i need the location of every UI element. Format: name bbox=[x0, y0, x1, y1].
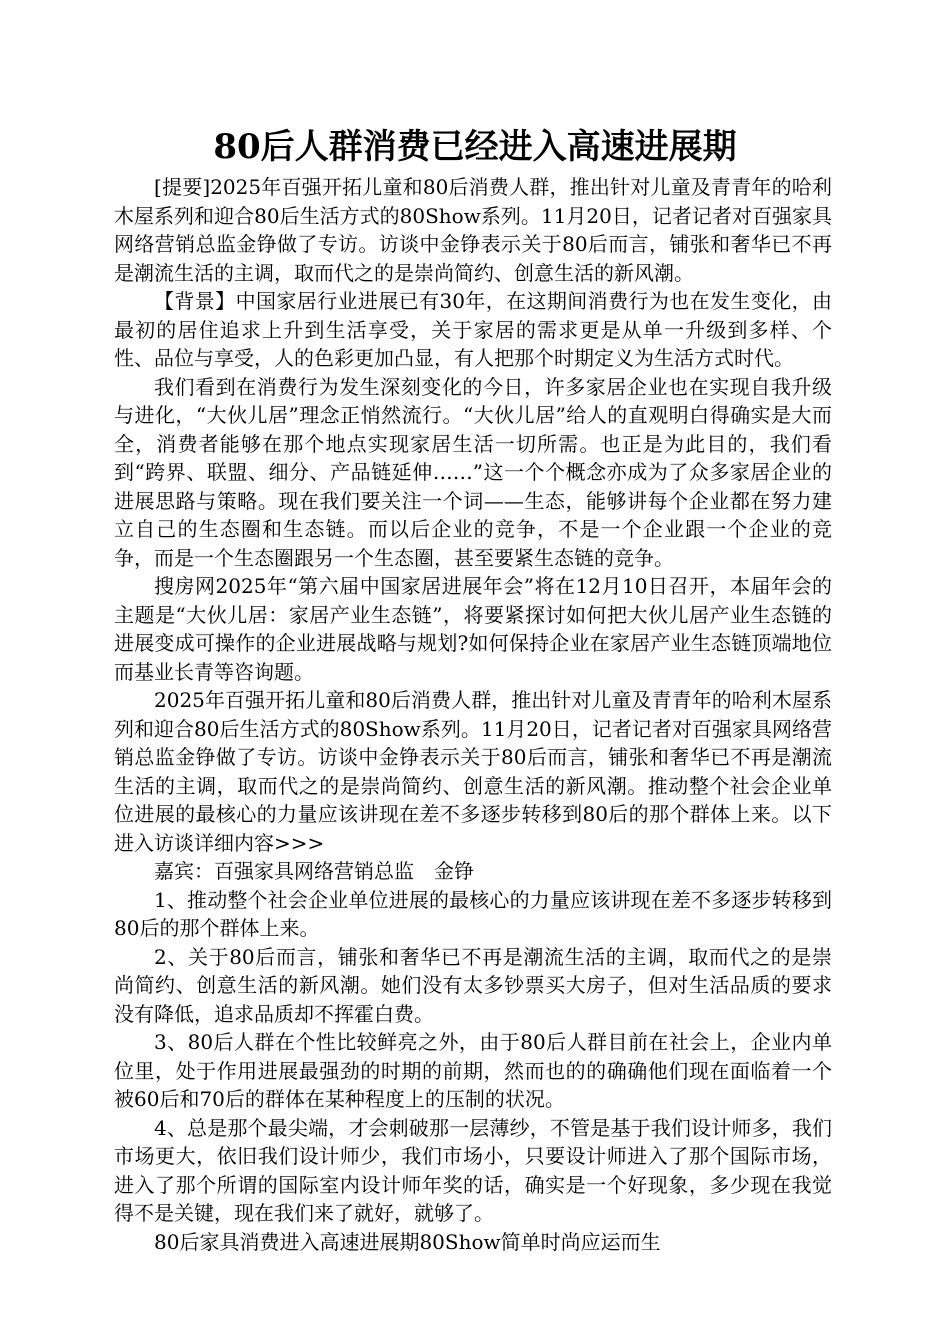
paragraph-background: 【背景】中国家居行业进展已有30年，在这期间消费行为也在发生变化，由最初的居住追求上升到生活享受，关于家居的需求更是从单一升级到多样、个性、品位与享受，人的色彩更加凸显，有人把那个时期定义为生活方式时代。 bbox=[114, 289, 832, 370]
paragraph-point-3: 3、80后人群在个性比较鲜亮之外，由于80后人群目前在社会上，企业内单位里，处于作用进展最强劲的时期的前期，然而也的的确确他们现在面临着一个被60后和70后的群体在某种程度上的压制的状况。 bbox=[114, 1030, 832, 1111]
paragraph-summary: [提要]2025年百强开拓儿童和80后消费人群，推出针对儿童及青青年的哈利木屋系列和迎合80后生活方式的80Show系列。11月20日，记者记者对百强家具网络营销总监金铮做了专访。访谈中金铮表示关于80后而言，铺张和奢华已不再是潮流生活的主调，取而代之的是崇尚简约、创意生活的新风潮。 bbox=[114, 175, 832, 285]
paragraph-point-1: 1、推动整个社会企业单位进展的最核心的力量应该讲现在差不多逐步转移到80后的那个群体上来。 bbox=[114, 887, 832, 940]
document-title: 80后人群消费已经进入高速进展期 bbox=[213, 127, 737, 167]
paragraph-closing: 80后家具消费进入高速进展期80Show简单时尚应运而生 bbox=[154, 1229, 661, 1254]
document-body bbox=[114, 173, 832, 1256]
paragraph-conference: 搜房网2025年“第六届中国家居进展年会”将在12月10日召开，本届年会的主题是“大伙儿居：家居产业生态链”，将要紧探讨如何把大伙儿居产业生态链的进展变成可操作的企业进展战略与规划?如何保持企业在家居产业生态链顶端地位而基业长青等咨询题。 bbox=[114, 574, 832, 684]
paragraph-ecosystem: 我们看到在消费行为发生深刻变化的今日，许多家居企业也在实现自我升级与进化，“大伙儿居”理念正悄然流行。“大伙儿居”给人的直观明白得确实是大而全，消费者能够在那个地点实现家居生活一切所需。也正是为此目的，我们看到“跨界、联盟、细分、产品链延伸……”这一个个概念亦成为了众多家居企业的进展思路与策略。现在我们要关注一个词——生态，能够讲每个企业都在努力建立自己的生态圈和生态链。而以后企业的竞争，不是一个企业跟一个企业的竞争，而是一个生态圈跟另一个生态圈，甚至要紧生态链的竞争。 bbox=[114, 374, 832, 570]
paragraph-point-4: 4、总是那个最尖端，才会刺破那一层薄纱，不管是基于我们设计师多，我们市场更大，依旧我们设计师少，我们市场小，只要设计师进入了那个国际市场，进入了那个所谓的国际室内设计师年奖的话，确实是一个好现象，多少现在我觉得不是关键，现在我们来了就好，就够了。 bbox=[114, 1115, 832, 1225]
paragraph-guest: 嘉宾：百强家具网络营销总监 金铮 bbox=[154, 859, 474, 883]
paragraph-intro: 2025年百强开拓儿童和80后消费人群，推出针对儿童及青青年的哈利木屋系列和迎合80后生活方式的80Show系列。11月20日，记者记者对百强家具网络营销总监金铮做了专访。访谈中金铮表示关于80后而言，铺张和奢华已不再是潮流生活的主调，取而代之的是崇尚简约、创意生活的新风潮。推动整个社会企业单位进展的最核心的力量应该讲现在差不多逐步转移到80后的那个群体上来。以下进入访谈详细内容>>> bbox=[114, 688, 832, 855]
paragraph-point-2: 2、关于80后而言，铺张和奢华已不再是潮流生活的主调，取而代之的是崇尚简约、创意生活的新风潮。她们没有太多钞票买大房子，但对生活品质的要求没有降低，追求品质却不挥霍白费。 bbox=[114, 944, 832, 1026]
